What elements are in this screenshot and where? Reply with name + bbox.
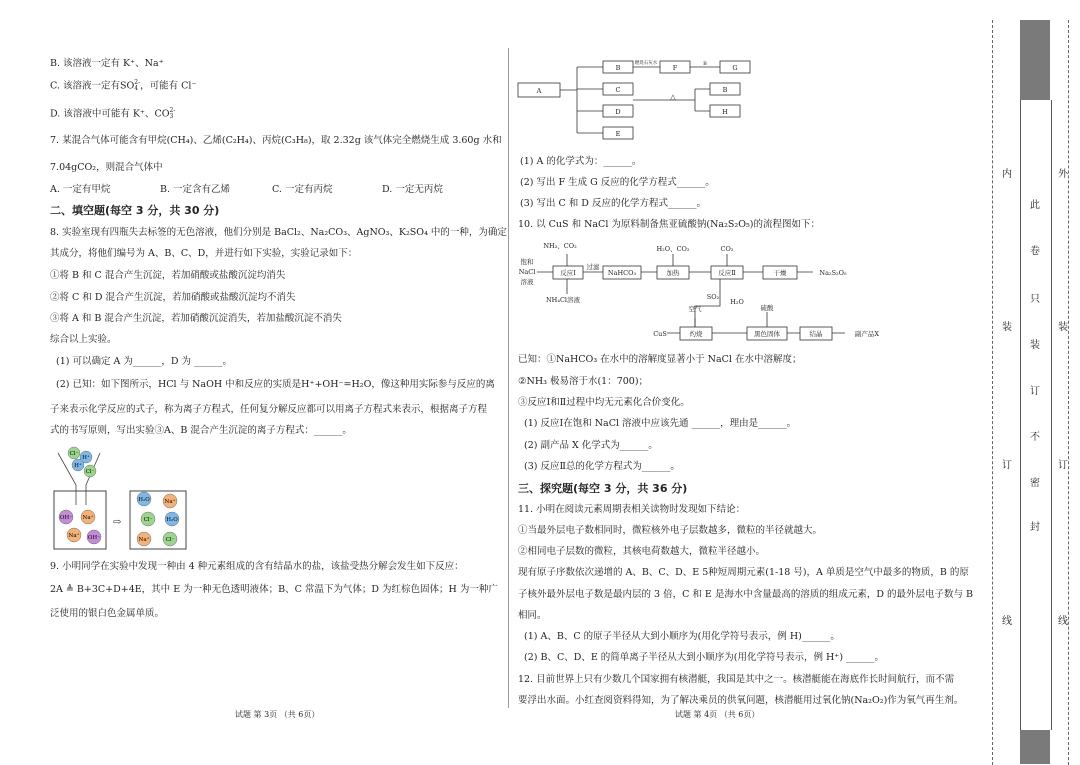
notice-char-8: 封 bbox=[1030, 522, 1040, 533]
product: Na₂S₂O₅ bbox=[819, 269, 847, 277]
box-b: B bbox=[615, 64, 621, 72]
q8-sub2-line1: (2) 已知：如下图所示，HCl 与 NaOH 中和反应的实质是H⁺+OH⁻=H₂O，像这种用实际参与反应的离 bbox=[56, 379, 495, 390]
q8-exp2: ②将 C 和 D 混合产生沉淀，若加硝酸或盐酸沉淀均不消失 bbox=[50, 292, 296, 303]
nahco3: NaHCO₃ bbox=[607, 269, 637, 277]
dry: 干燥 bbox=[773, 269, 787, 277]
reaction-2: 反应Ⅱ bbox=[718, 269, 736, 277]
air: 空气 bbox=[688, 305, 702, 313]
outer-dash-line bbox=[1068, 20, 1069, 765]
svg-text:⇨: ⇨ bbox=[113, 517, 122, 528]
outer-char-1: 外 bbox=[1058, 169, 1068, 180]
s1: (1) 反应Ⅰ在饱和 NaCl 溶液中应该先通 ______，理由是______。 bbox=[524, 418, 797, 429]
q9-line3: 泛使用的银白色金属单质。 bbox=[50, 608, 165, 619]
q11-s2: (2) B、C、D、E 的简单离子半径从大到小顺序为(用化学符号表示，例 H⁺) ______。 bbox=[524, 652, 885, 663]
ion-h-2: H⁺ bbox=[74, 463, 82, 469]
byproduct: 副产品X bbox=[854, 330, 880, 338]
s2: (2) 副产品 X 化学式为______。 bbox=[524, 440, 658, 451]
q11-l3: 相同。 bbox=[518, 610, 547, 621]
cond-top: 燃烧石灰水 bbox=[634, 61, 658, 66]
outer-char-3: 订 bbox=[1058, 460, 1068, 471]
feed-3: 溶液 bbox=[520, 278, 534, 286]
cus: CuS bbox=[653, 330, 667, 338]
ion-na-2: Na⁺ bbox=[68, 533, 80, 539]
q11: 11. 小明在阅读元素周期表相关读物时发现如下结论： bbox=[518, 504, 746, 515]
option-b: B. 该溶液一定有 K⁺、Na⁺ bbox=[50, 58, 164, 69]
box-d: D bbox=[615, 108, 621, 116]
notice-char-2: 卷 bbox=[1030, 246, 1040, 257]
known1: 已知：①NaHCO₃ 在水中的溶解度显著小于 NaCl 在水中溶解度； bbox=[518, 354, 802, 365]
h2o-co2: H₂O、CO₂ bbox=[656, 245, 690, 253]
s3: (3) 反应Ⅱ总的化学方程式为______。 bbox=[524, 461, 680, 472]
q8-sub2-line3: 式的书写原则，写出实验③A、B 混合产生沉淀的离子方程式：______。 bbox=[50, 425, 352, 436]
notice-char-1: 此 bbox=[1030, 200, 1040, 211]
known2: ②NH₃ 极易溶于水(1：700)； bbox=[518, 376, 649, 387]
notice-char-4: 装 bbox=[1030, 340, 1040, 351]
burn: 灼烧 bbox=[689, 330, 703, 338]
q8-exp1: ①将 B 和 C 混合产生沉淀，若加硝酸或盐酸沉淀均消失 bbox=[50, 270, 286, 281]
column-divider bbox=[508, 48, 509, 708]
ion-na-1: Na⁺ bbox=[82, 515, 94, 521]
gray-bar-bottom bbox=[1020, 730, 1050, 764]
ion-oh-2: OH⁻ bbox=[87, 535, 101, 541]
q7-option-a: A. 一定有甲烷 bbox=[50, 184, 111, 195]
r1: (1) A 的化学式为：______。 bbox=[520, 156, 642, 167]
ion-cl-1: Cl⁻ bbox=[69, 451, 79, 457]
inner-char-4: 线 bbox=[1002, 616, 1012, 627]
nh4cl: NH₄Cl溶液 bbox=[545, 296, 581, 304]
q8-line2: 其成分，将他们编号为 A、B、C、D，并进行如下实验，实验记录如下： bbox=[50, 248, 358, 259]
arrow-label-b: B bbox=[703, 61, 707, 67]
box-b2: B bbox=[722, 86, 728, 94]
ion-na-4: Na⁺ bbox=[138, 537, 150, 543]
box-f: F bbox=[672, 64, 678, 72]
ion-na-3: Na⁺ bbox=[164, 499, 176, 505]
co2: CO₂ bbox=[720, 245, 734, 253]
r2: (2) 写出 F 生成 G 反应的化学方程式______。 bbox=[520, 177, 715, 188]
ion-h2o-2: H₂O bbox=[166, 517, 178, 523]
notice-column bbox=[1020, 100, 1052, 730]
box-c: C bbox=[615, 86, 621, 94]
inner-dash-line bbox=[992, 20, 993, 765]
box-a: A bbox=[536, 87, 542, 95]
known3: ③反应Ⅰ和Ⅱ过程中均无元素化合价变化。 bbox=[518, 397, 690, 408]
box-h: H bbox=[722, 108, 728, 116]
q11-s1: (1) A、B、C 的原子半径从大到小顺序为(用化学符号表示，例 H)______。 bbox=[524, 631, 840, 642]
crystallize: 结晶 bbox=[809, 330, 823, 338]
q7-line1: 7. 某混合气体可能含有甲烷(CH₄)、乙烯(C₂H₄)、丙烷(C₃H₈)，取 2.32g 该气体完全燃烧生成 3.60g 水和 bbox=[50, 135, 502, 146]
option-c: C. 该溶液一定有SO 2- 4 ，可能有 Cl⁻ bbox=[50, 79, 197, 92]
page-footer-left: 试题 第 3页 （共 6页） bbox=[235, 710, 320, 719]
r3: (3) 写出 C 和 D 反应的化学方程式______。 bbox=[520, 198, 706, 209]
box-g: G bbox=[732, 64, 738, 72]
notice-char-6: 不 bbox=[1030, 432, 1040, 443]
ion-cl-2: Cl⁻ bbox=[85, 469, 95, 475]
acid: 硫酸 bbox=[760, 304, 774, 312]
notice-char-5: 订 bbox=[1030, 386, 1040, 397]
process-flow-diagram bbox=[515, 236, 895, 346]
q7-line2: 7.04gCO₂，则混合气体中 bbox=[50, 162, 163, 173]
q9-line2: 2A ≜ B+3C+D+4E，其中 E 为一种无色透明液体；B、C 常温下为气体；D 为红棕色固体；H 为一种广 bbox=[50, 584, 498, 595]
q11-l2: 子核外最外层电子数是最内层的 3 倍，C 和 E 是海水中含量最高的溶质的组成元素，D 的最外层电子数与 B bbox=[518, 589, 973, 600]
q10: 10. 以 CuS 和 NaCl 为原料制备焦亚硫酸钠(Na₂S₂O₅)的流程图如下： bbox=[518, 219, 820, 230]
q9-line1: 9. 小明同学在实验中发现一种由 4 种元素组成的含有结晶水的盐，该盐受热分解会发生如下反应： bbox=[50, 561, 464, 572]
section-2-heading: 二、填空题(每空 3 分，共 30 分) bbox=[50, 204, 220, 217]
box-e: E bbox=[615, 130, 621, 138]
reaction-1: 反应Ⅰ bbox=[560, 269, 576, 277]
q8-summary: 综合以上实验。 bbox=[50, 334, 117, 345]
h2o: H₂O bbox=[730, 298, 744, 306]
outer-char-4: 线 bbox=[1058, 616, 1068, 627]
outer-char-2: 装 bbox=[1058, 322, 1068, 333]
notice-char-7: 密 bbox=[1030, 478, 1040, 489]
inner-char-3: 订 bbox=[1002, 460, 1012, 471]
nh3-co2: NH₃、CO₂ bbox=[543, 242, 577, 250]
gray-bar-top bbox=[1020, 20, 1050, 100]
q8-exp3: ③将 A 和 B 混合产生沉淀，若加硝酸沉淀消失，若加盐酸沉淀不消失 bbox=[50, 313, 342, 324]
page-footer-right: 试题 第 4页 （共 6页） bbox=[675, 710, 760, 719]
inner-char-2: 装 bbox=[1002, 322, 1012, 333]
neutralization-diagram bbox=[50, 443, 195, 553]
q7-option-c: C. 一定有丙烷 bbox=[272, 184, 333, 195]
section-3-heading: 三、探究题(每空 3 分，共 36 分) bbox=[518, 482, 688, 495]
notice-char-3: 只 bbox=[1030, 294, 1040, 305]
feed-2: NaCl bbox=[518, 268, 536, 276]
q8-line1: 8. 实验室现有四瓶失去标签的无色溶液，他们分别是 BaCl₂、Na₂CO₃、AgNO₃、K₂SO₄ 中的一种，为确定 bbox=[50, 227, 507, 238]
heat: 加热 bbox=[666, 269, 680, 277]
q7-option-d: D. 一定无丙烷 bbox=[382, 184, 443, 195]
delta-sign: △ bbox=[670, 93, 676, 101]
q11-c1: ①当最外层电子数相同时，微粒核外电子层数越多，微粒的半径就越大。 bbox=[518, 525, 823, 536]
ion-cl-3: Cl⁻ bbox=[143, 517, 153, 523]
filter-label: 过滤 bbox=[586, 263, 600, 271]
q8-sub2-line2: 子来表示化学反应的式子，称为离子方程式，任何复分解反应都可以用离子方程式来表示，根据离子方程 bbox=[50, 404, 488, 415]
q7-option-b: B. 一定含有乙烯 bbox=[160, 184, 231, 195]
inner-char-1: 内 bbox=[1002, 169, 1012, 180]
q12-l1: 12. 目前世界上只有少数几个国家拥有核潜艇，我国是其中之一。核潜艇能在海底作长时间航行，而不需 bbox=[518, 674, 955, 685]
q11-c2: ②相同电子层数的微粒，其核电荷数越大，微粒半径越小。 bbox=[518, 546, 766, 557]
option-d: D. 该溶液中可能有 K⁺、CO 2- 3 bbox=[50, 107, 176, 120]
q12-l2: 要浮出水面。小红查阅资料得知，为了解决乘员的供氧问题，核潜艇用过氧化钠(Na₂O₂)作为氧气再生剂。 bbox=[518, 695, 964, 706]
ion-cl-4: Cl⁻ bbox=[165, 537, 175, 543]
feed-1: 饱和 bbox=[520, 258, 534, 266]
q8-sub1: (1) 可以确定 A 为______，D 为 ______。 bbox=[56, 356, 233, 367]
ion-h-1: H⁺ bbox=[82, 455, 90, 461]
ion-oh-1: OH⁻ bbox=[59, 515, 73, 521]
so2: SO₂ bbox=[706, 293, 720, 301]
substance-flow-diagram bbox=[515, 55, 775, 145]
black-solid: 黑色固体 bbox=[754, 330, 780, 338]
q11-l1: 现有原子序数依次递增的 A、B、C、D、E 5种短周期元素(1-18 号)，A 单质是空气中最多的物质，B 的原 bbox=[518, 567, 969, 578]
ion-h2o-1: H₂O bbox=[138, 497, 150, 503]
